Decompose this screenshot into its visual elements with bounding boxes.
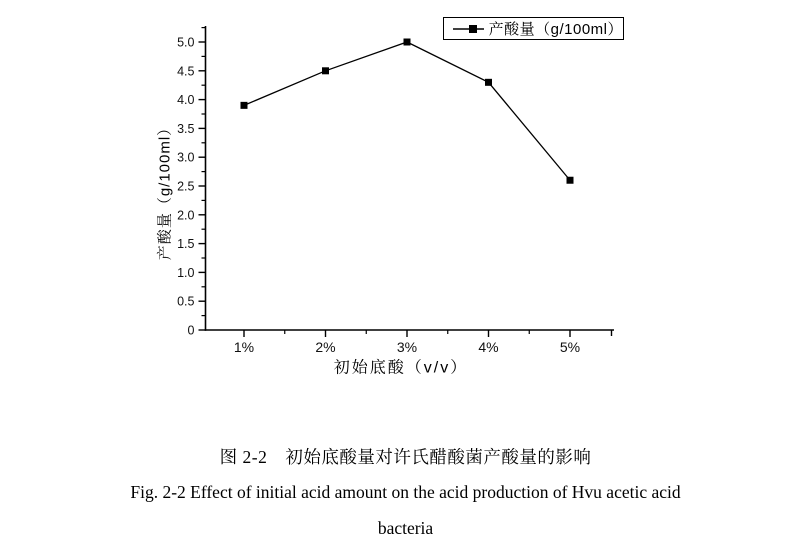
data-point-marker xyxy=(241,102,248,109)
y-tick-label: 3.0 xyxy=(177,150,195,165)
x-tick-label: 5% xyxy=(559,339,581,355)
legend-line-square-marker-icon xyxy=(452,23,484,35)
y-tick-label: 1.5 xyxy=(177,237,195,252)
series-line xyxy=(244,42,570,180)
y-tick-label: 0 xyxy=(187,323,195,338)
data-point-marker xyxy=(567,177,574,184)
y-tick-label: 2.0 xyxy=(177,208,195,223)
figure-caption-english-line2: bacteria xyxy=(377,518,434,538)
figure-caption-english-line1: Fig. 2-2 Effect of initial acid amount on the acid production of Hvu acetic acid xyxy=(130,482,681,502)
x-axis-title: 初始底酸（v/v） xyxy=(333,359,469,377)
y-tick-label: 4.0 xyxy=(177,93,195,108)
y-tick-label: 3.5 xyxy=(177,121,195,136)
x-tick-label: 1% xyxy=(233,339,255,355)
y-tick-label: 1.0 xyxy=(177,265,195,280)
legend-label: 产酸量（g/100ml） xyxy=(488,21,623,38)
y-tick-label: 0.5 xyxy=(177,294,195,309)
data-point-marker xyxy=(485,79,492,86)
x-tick-label: 3% xyxy=(396,339,418,355)
y-axis-title: 产酸量（g/100ml） xyxy=(156,119,174,261)
x-tick-label: 4% xyxy=(478,339,499,355)
y-tick-label: 2.5 xyxy=(177,179,195,194)
y-tick-label: 5.0 xyxy=(177,35,195,50)
figure-caption-chinese: 图 2-2 初始底酸量对许氏醋酸菌产酸量的影响 xyxy=(219,447,592,467)
chart-legend xyxy=(443,17,624,40)
y-tick-label: 4.5 xyxy=(177,64,195,79)
data-point-marker xyxy=(404,39,411,46)
x-tick-label: 2% xyxy=(315,339,336,355)
data-point-marker xyxy=(322,67,329,74)
